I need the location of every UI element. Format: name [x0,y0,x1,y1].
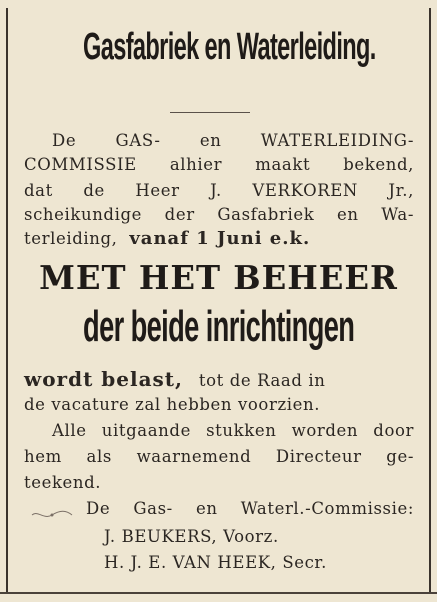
burden-emphasis: wordt belast, [24,367,184,391]
body-line-2: COMMISSIE alhier maakt bekend, [24,155,414,174]
ad-title: Gasfabriek en Waterleiding. [83,26,376,68]
flourish-icon [30,508,74,522]
title-divider [170,112,250,113]
para2-line-1: Alle uitgaande stukken worden door [52,421,414,440]
headline-inrichtingen: der beide inrichtingen [83,302,355,351]
vacature-line: de vacature zal hebben voorzien. [24,395,321,414]
terleiding-text: terleiding, [24,229,118,248]
para2-line-3: teekend. [24,473,102,492]
ornament-flourish [30,508,74,522]
signer-secretary: H. J. E. VAN HEEK, Secr. [104,553,327,572]
body-line-1: De GAS- en WATERLEIDING- [52,131,414,150]
signer-chairman: J. BEUKERS, Voorz. [104,527,279,546]
headline-beheer: MET HET BEHEER [39,258,398,297]
burden-line [24,368,414,392]
body-line-5 [24,228,414,250]
start-date: vanaf 1 Juni e.k. [129,228,311,249]
signature-intro: De Gas- en Waterl.-Commissie: [86,499,414,518]
body-line-3: dat de Heer J. VERKOREN Jr., [24,181,414,200]
body-line-4: scheikundige der Gasfabriek en Wa- [24,205,414,224]
para2-line-2: hem als waarnemend Directeur ge- [24,447,414,466]
burden-rest: tot de Raad in [198,371,326,390]
bottom-rule [0,592,437,594]
